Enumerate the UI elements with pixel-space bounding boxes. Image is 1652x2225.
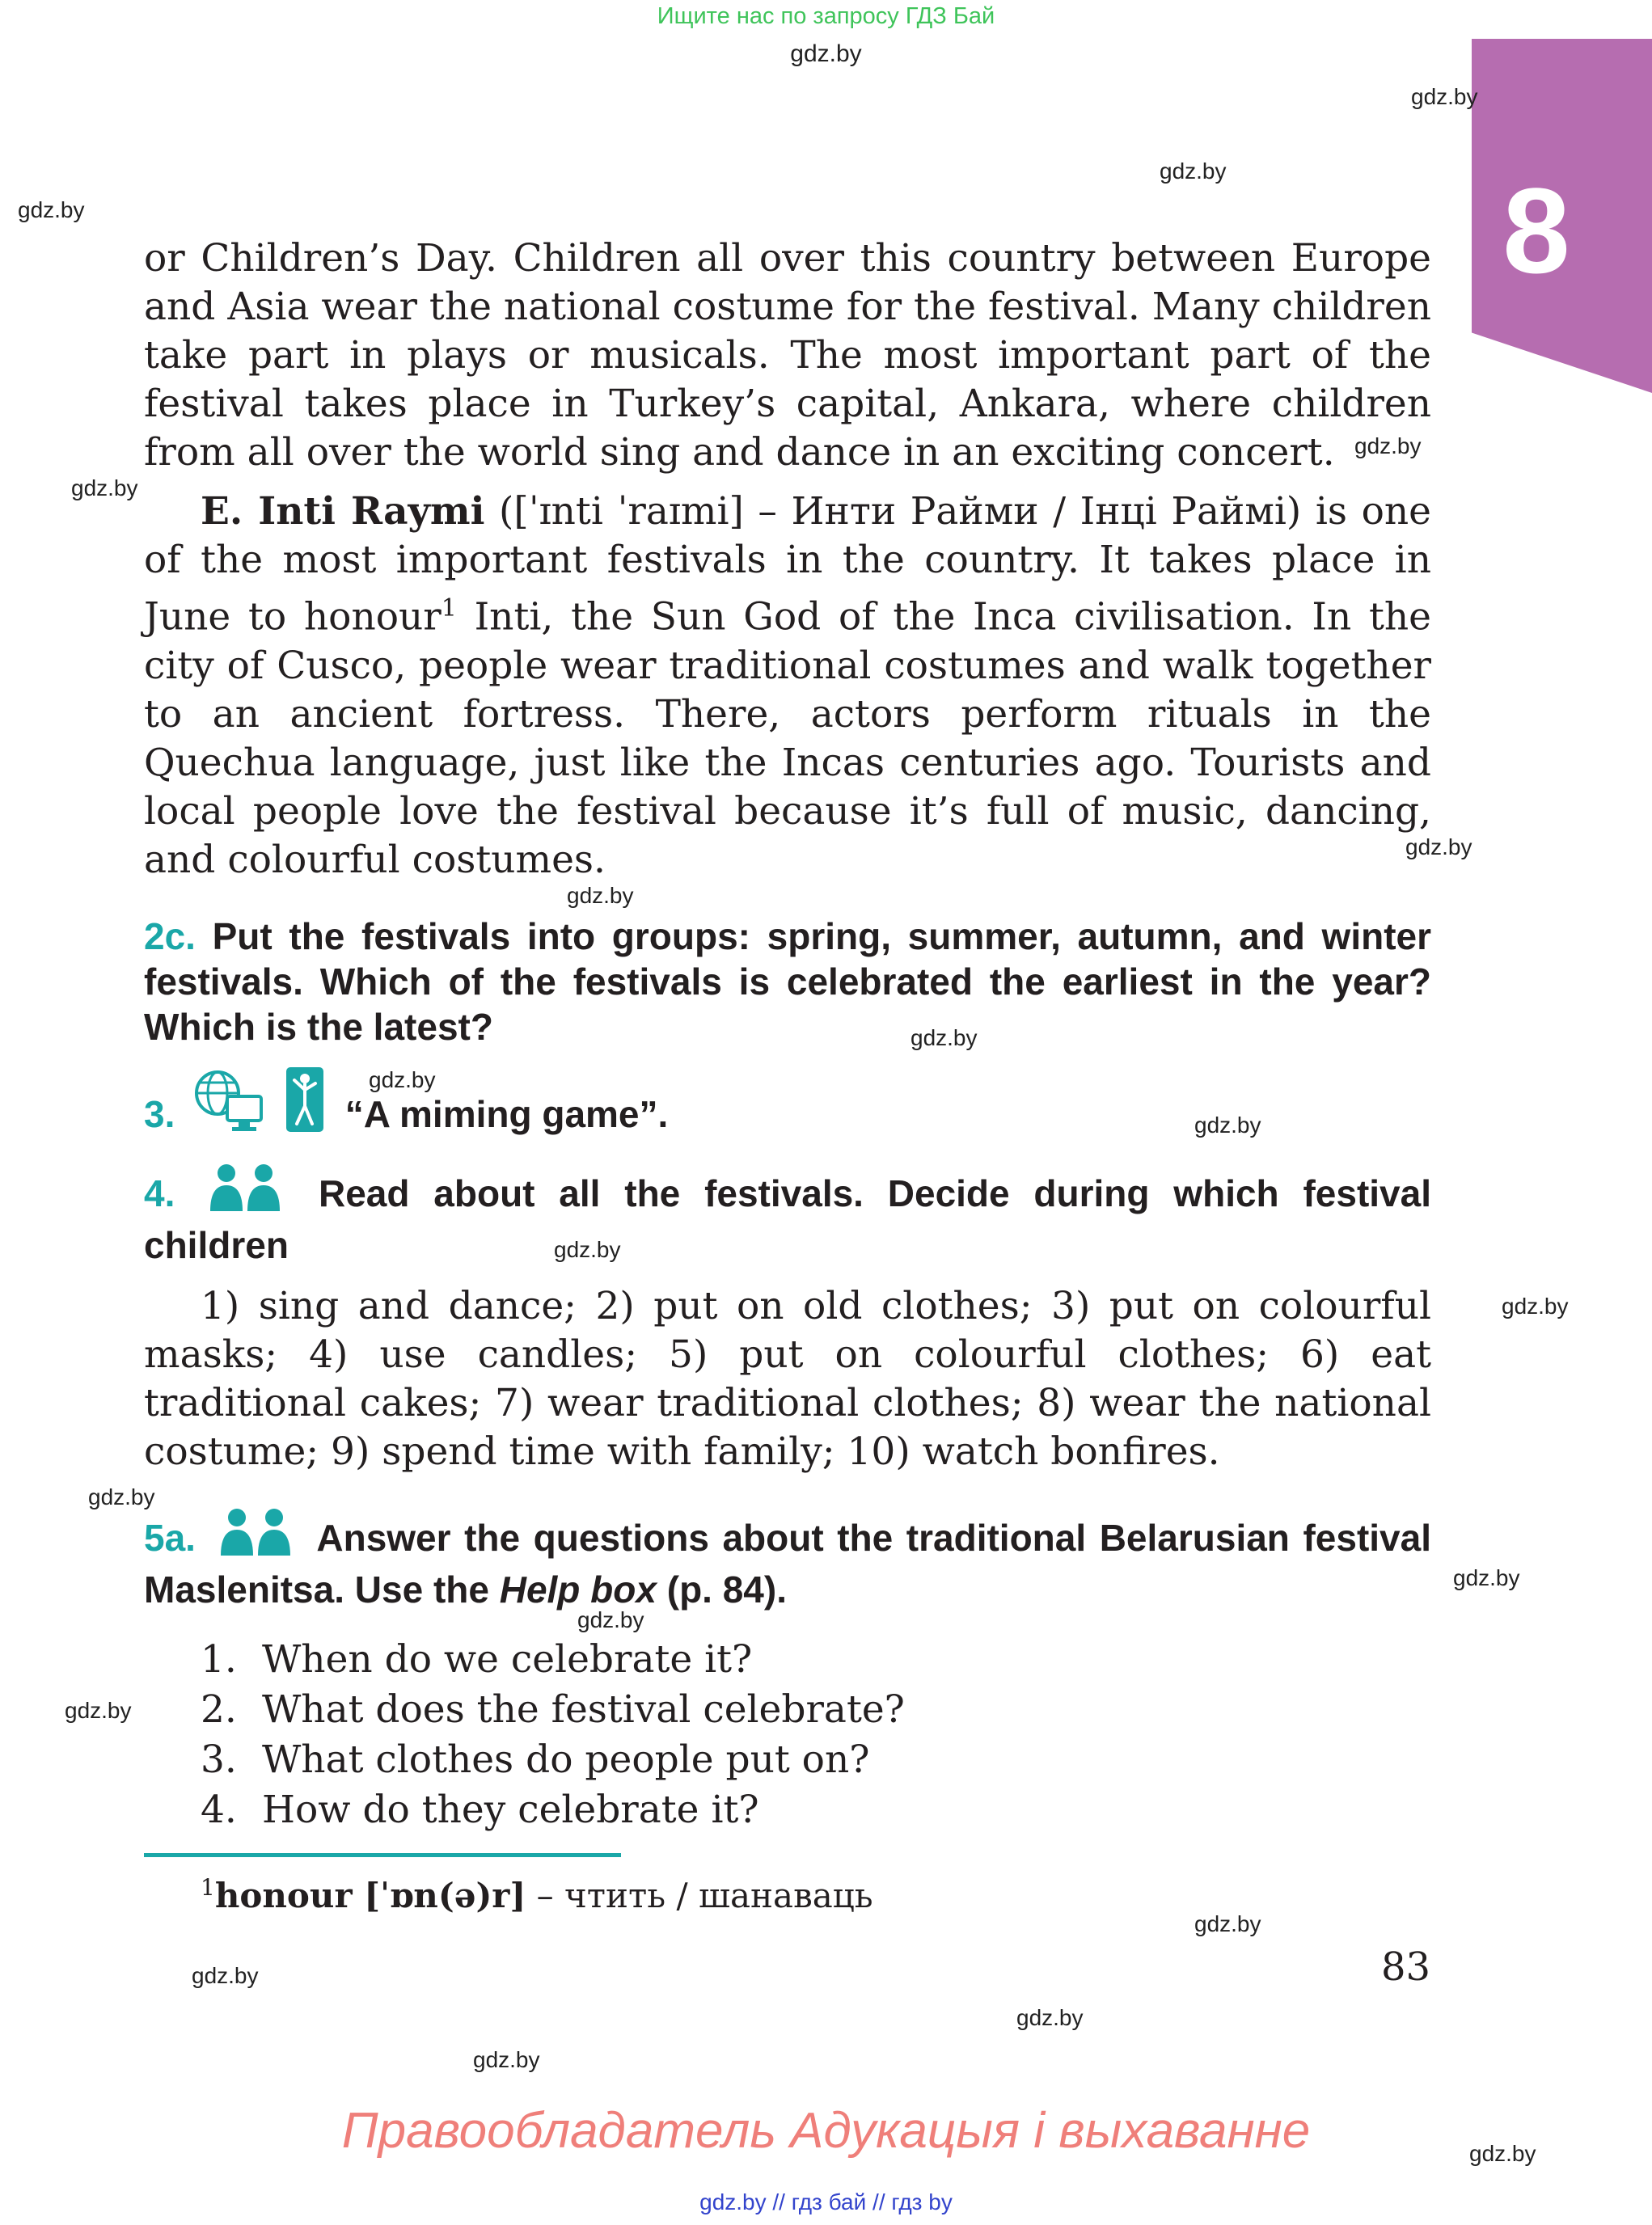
list-item: 4. How do they celebrate it?: [201, 1788, 759, 1832]
intro-paragraph: [144, 234, 1431, 477]
watermark: gdz.by: [577, 1607, 644, 1632]
miming-person-icon: [285, 1066, 325, 1143]
task-4-list: [144, 1282, 1431, 1476]
watermark: gdz.by: [567, 883, 634, 908]
task-3-text: “A miming game”.: [344, 1093, 669, 1135]
watermark: gdz.by: [1453, 1565, 1520, 1590]
festival-e-text: Inti, the Sun God of the Inca civilisation. In the city of Cusco, people wear traditional costumes and walk together to an ancient fortress. There, actors perform rituals in the Quechua language, just like the Incas centuries ago. Tourists and local people love the festival because it’s full of music, dancing, and colourful costumes.: [144, 594, 1431, 882]
watermark: gdz.by: [1016, 2005, 1084, 2030]
watermark: gdz.by: [1194, 1911, 1261, 1936]
footnote-translation: – чтить / шанаваць: [526, 1876, 873, 1915]
site-name: gdz.by: [790, 40, 862, 67]
pair-work-icon: [207, 1163, 285, 1222]
watermark: gdz.by: [1405, 834, 1472, 859]
bottom-links[interactable]: gdz.by // гдз бай // гдз by: [699, 2189, 953, 2214]
task-4-list-text: 1) sing and dance; 2) put on old clothes; 3) put on colourful masks; 4) use candles; 5) put on colourful clothes; 6) eat traditional cakes; 7) wear traditional clothes; 8) wear the national costume; 9) spend time with family; 10) watch bonfires.: [144, 1284, 1431, 1474]
watermark: gdz.by: [911, 1025, 978, 1050]
list-item: 1. When do we celebrate it?: [201, 1637, 753, 1682]
watermark: gdz.by: [18, 197, 85, 222]
watermark: gdz.by: [554, 1237, 621, 1262]
task-5a-text: Answer the questions about the traditional Belarusian festival Maslenitsa. Use the: [144, 1517, 1431, 1611]
intro-text: or Children’s Day. Children all over this country between Europe and Asia wear the national costume for the festival. Many children take part in plays or musicals. The most important part of the festival takes place in Turkey’s capital, Ankara, where children from all over the world sing and dance in an exciting concert.: [144, 236, 1431, 475]
watermark: gdz.by: [1502, 1294, 1569, 1319]
watermark: gdz.by: [369, 1067, 436, 1092]
watermark: gdz.by: [192, 1963, 259, 1988]
footnote: $^1$honour [ˈɒn(ə)r] – чтить / шанаваць: [201, 1874, 873, 1915]
task-2c-number: 2c.: [144, 915, 196, 957]
help-box-ref: Help box: [499, 1568, 657, 1611]
footnote-ref: 1: [441, 594, 457, 623]
unit-number: 8: [1502, 163, 1570, 298]
task-4-number: 4.: [144, 1172, 175, 1214]
watermark: gdz.by: [1469, 2141, 1536, 2166]
task-5a-number: 5a.: [144, 1517, 196, 1559]
festival-e-pron: ([ˈɪnti ˈraɪmi] – Инти Райми / Інці Раймі) is one of the most important festivals in the country. It takes place in June to honour: [144, 489, 1431, 640]
task-4-text: Read about all the festivals. Decide during which festival children: [144, 1172, 1431, 1266]
watermark: gdz.by: [473, 2047, 540, 2072]
task-5a-text-end: (p. 84).: [656, 1568, 787, 1611]
search-hint: Ищите нас по запросу ГДЗ Бай: [657, 3, 995, 29]
list-item: 3. What clothes do people put on?: [201, 1737, 870, 1782]
watermark: gdz.by: [1411, 84, 1478, 109]
globe-computer-icon: [193, 1069, 264, 1143]
watermark: gdz.by: [65, 1698, 132, 1723]
festival-e-paragraph: [144, 488, 1431, 885]
question-list: [201, 1635, 905, 1835]
pair-work-icon: [218, 1507, 295, 1567]
task-5a: [144, 1507, 1431, 1612]
watermark: gdz.by: [71, 475, 138, 500]
watermark: gdz.by: [88, 1484, 155, 1509]
footnote-word: honour: [214, 1876, 353, 1915]
festival-e-label: E. Inti Raymi: [201, 489, 485, 534]
watermark: gdz.by: [1194, 1112, 1261, 1138]
footnote-divider: [144, 1853, 621, 1857]
list-item: 2. What does the festival celebrate?: [201, 1687, 905, 1732]
copyright-holder: Правообладатель Адукацыя і выхаванне: [341, 2103, 1311, 2159]
watermark: gdz.by: [1160, 158, 1227, 184]
task-4: [144, 1163, 1431, 1268]
watermark: gdz.by: [1354, 433, 1422, 458]
footnote-pron: [ˈɒn(ə)r]: [352, 1876, 526, 1915]
task-2c: [144, 914, 1431, 1049]
task-2c-text: Put the festivals into groups: spring, summer, autumn, and winter festivals. Which of the festivals is celebrated the earliest in the year? Which is the latest?: [144, 915, 1431, 1048]
page-number: 83: [1381, 1944, 1431, 1990]
task-3-number: 3.: [144, 1093, 175, 1135]
task-3: [144, 1066, 1431, 1143]
